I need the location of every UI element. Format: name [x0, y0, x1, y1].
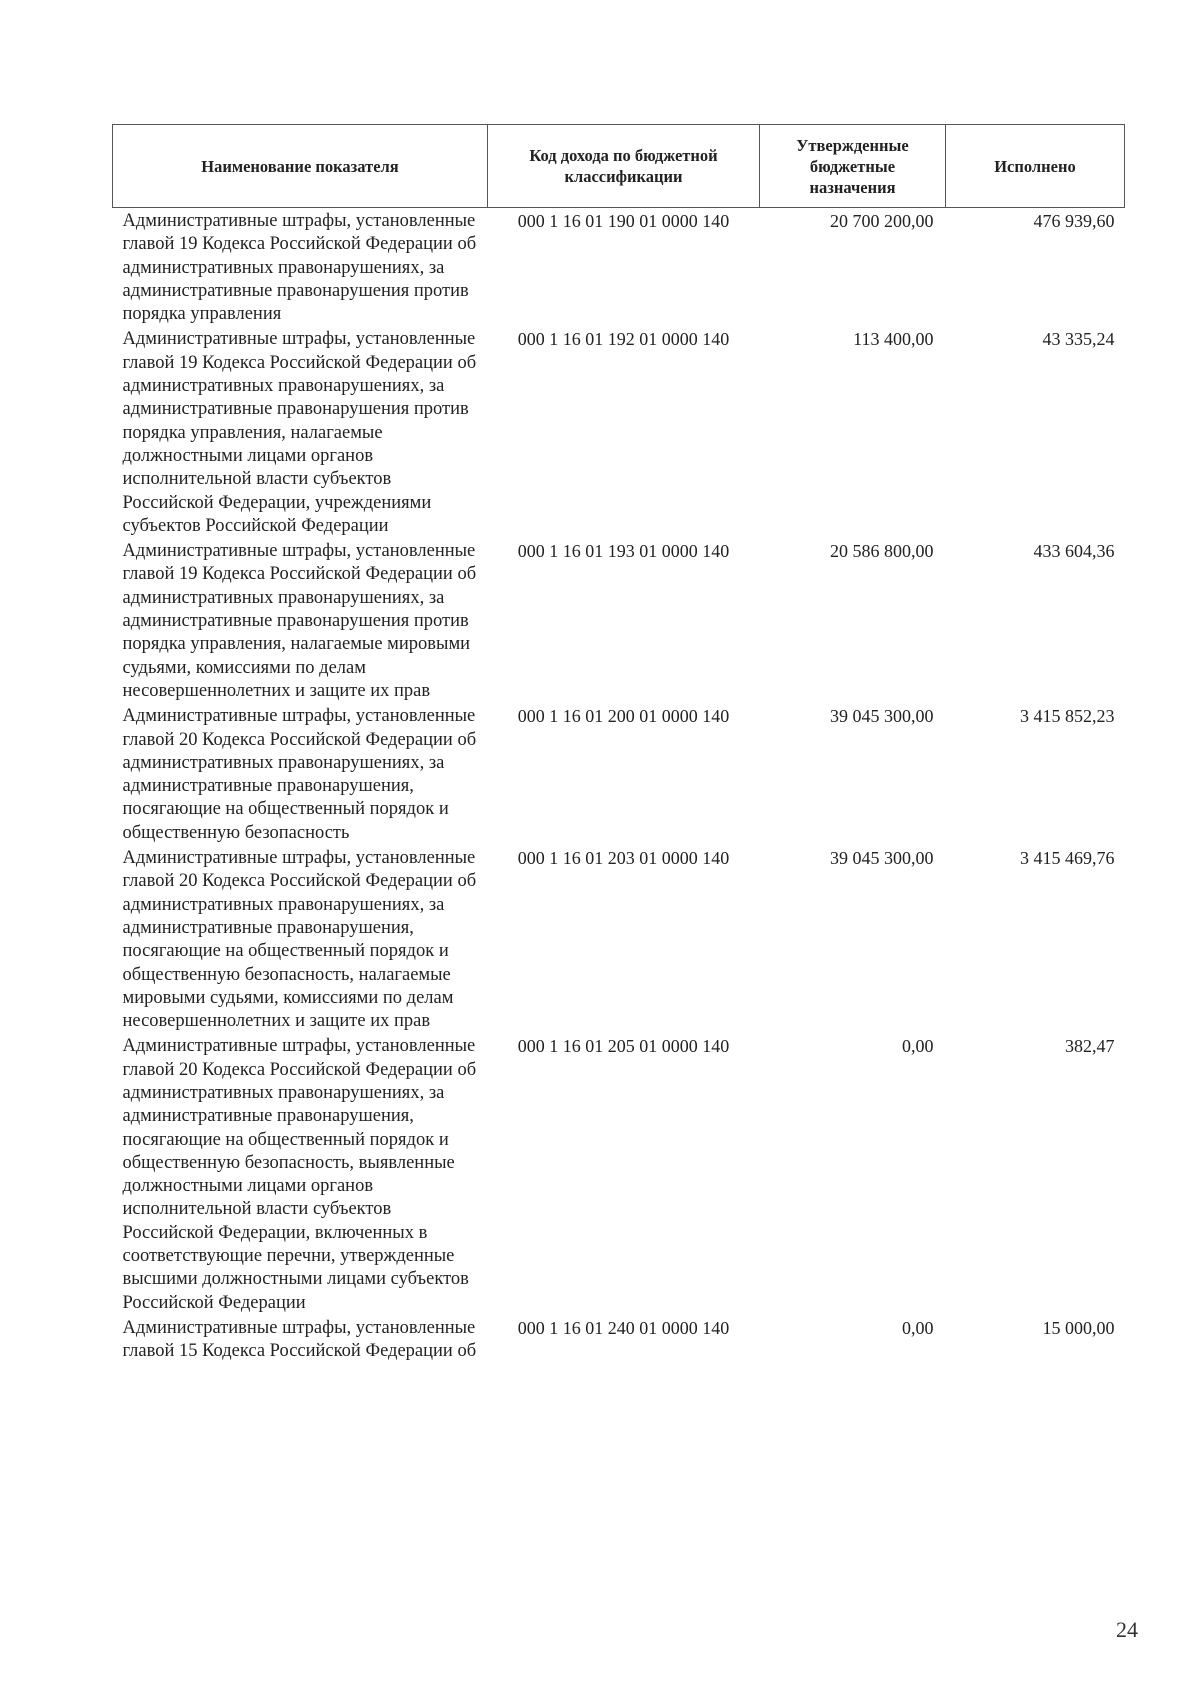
executed-amount: 3 415 469,76	[1020, 848, 1115, 869]
table-row	[113, 703, 1125, 845]
indicator-name: Административные штрафы, установленные главой 19 Кодекса Российской Федерации об административных правонарушениях, за административные правонарушения против порядка управления, налагаемые мировыми судьями, комиссиями по делам несовершеннолетних и защите их прав	[122, 541, 477, 701]
table-row	[113, 1033, 1125, 1315]
revenue-code: 000 1 16 01 203 01 0000 140	[517, 848, 730, 869]
indicator-name: Административные штрафы, установленные главой 20 Кодекса Российской Федерации об административных правонарушениях, за административные правонарушения, посягающие на общественный порядок и общественную безопасность, налагаемые мировыми судьями, комиссиями по делам несовершеннолетних и защите их прав	[122, 848, 477, 1032]
table-row	[113, 538, 1125, 703]
executed-amount: 15 000,00	[1042, 1317, 1115, 1338]
executed-amount: 43 335,24	[1042, 329, 1115, 350]
header-indicator-name: Наименование показателя	[113, 125, 488, 208]
revenue-code: 000 1 16 01 200 01 0000 140	[517, 706, 730, 727]
header-approved-budget: Утвержденные бюджетные назначения	[760, 125, 946, 208]
budget-revenue-table	[112, 124, 1125, 1364]
approved-amount: 39 045 300,00	[830, 706, 934, 727]
executed-amount: 3 415 852,23	[1020, 706, 1115, 727]
revenue-code: 000 1 16 01 193 01 0000 140	[517, 541, 730, 562]
revenue-code: 000 1 16 01 205 01 0000 140	[517, 1036, 730, 1057]
executed-amount: 433 604,36	[1033, 541, 1115, 562]
approved-amount: 113 400,00	[853, 329, 934, 350]
header-revenue-code: Код дохода по бюджетной классификации	[488, 125, 760, 208]
indicator-name: Административные штрафы, установленные главой 20 Кодекса Российской Федерации об административных правонарушениях, за административные правонарушения, посягающие на общественный порядок и общественную безопасность	[122, 706, 477, 843]
revenue-code: 000 1 16 01 192 01 0000 140	[517, 329, 730, 350]
approved-amount: 20 700 200,00	[830, 211, 934, 231]
table-row	[113, 1315, 1125, 1364]
table-row	[113, 845, 1125, 1033]
indicator-name: Административные штрафы, установленные главой 19 Кодекса Российской Федерации об административных правонарушениях, за административные правонарушения против порядка управления, налагаемые должностными лицами органов исполнительной власти субъектов Российской Федерации, учреждениями субъектов Российской Федерации	[122, 329, 477, 536]
page-number: 24	[1116, 1617, 1138, 1642]
indicator-name: Административные штрафы, установленные главой 20 Кодекса Российской Федерации об административных правонарушениях, за административные правонарушения, посягающие на общественный порядок и общественную безопасность, выявленные должностными лицами органов исполнительной власти субъектов Российской Федерации, включенных в соответствующие перечни, утвержденные высшими должностными лицами субъектов Российской Федерации	[122, 1036, 477, 1313]
executed-amount: 476 939,60	[1033, 211, 1115, 231]
header-executed: Исполнено	[946, 125, 1125, 208]
approved-amount: 0,00	[902, 1317, 934, 1338]
table-row	[113, 326, 1125, 538]
indicator-name: Административные штрафы, установленные главой 15 Кодекса Российской Федерации об	[122, 1317, 477, 1362]
budget-table-wrapper	[112, 124, 1124, 1364]
table-row	[113, 208, 1125, 327]
approved-amount: 39 045 300,00	[830, 848, 934, 869]
revenue-code: 000 1 16 01 190 01 0000 140	[517, 211, 730, 231]
executed-amount: 382,47	[1065, 1036, 1115, 1057]
approved-amount: 0,00	[902, 1036, 934, 1057]
indicator-name: Административные штрафы, установленные главой 19 Кодекса Российской Федерации об административных правонарушениях, за административные правонарушения против порядка управления	[122, 211, 477, 325]
revenue-code: 000 1 16 01 240 01 0000 140	[517, 1317, 730, 1338]
approved-amount: 20 586 800,00	[830, 541, 934, 562]
table-header-row	[113, 125, 1125, 208]
